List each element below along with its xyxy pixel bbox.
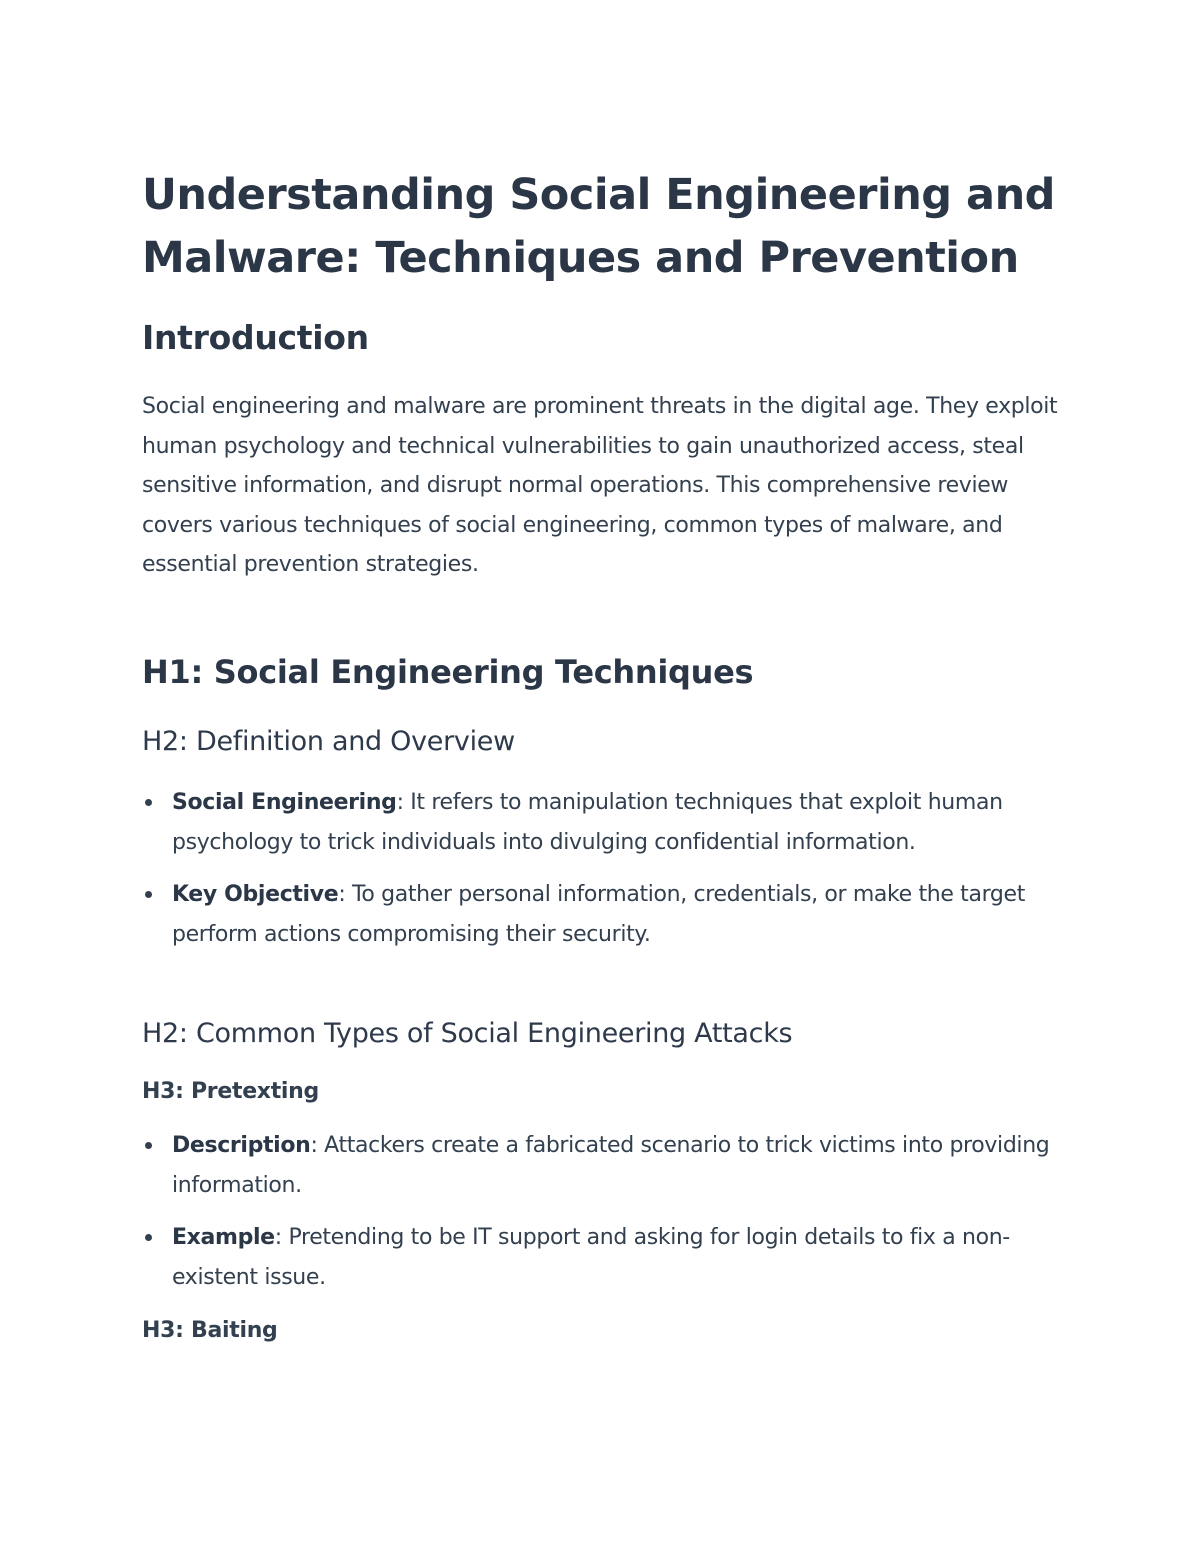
introduction-heading: Introduction	[142, 318, 369, 357]
document-title: Understanding Social Engineering and Malware: Techniques and Prevention	[142, 170, 1055, 283]
bullet-icon	[145, 799, 152, 806]
bullet-icon	[145, 1234, 152, 1241]
pretexting-bullet-list	[142, 1126, 1072, 1297]
list-item-term: Key Objective	[172, 882, 339, 908]
list-item-text: : It refers to manipulation techniques that exploit human psychology to trick individuals into divulging confidential information.	[172, 790, 1003, 855]
list-item	[142, 783, 1072, 862]
list-item-text: : Pretending to be IT support and asking for login details to fix a non-existent issue.	[172, 1225, 1010, 1290]
subsection-heading-definition: H2: Definition and Overview	[142, 726, 515, 757]
subsubsection-heading-pretexting: H3: Pretexting	[142, 1079, 319, 1104]
list-item-term: Description	[172, 1133, 311, 1158]
definition-bullet-list	[142, 783, 1072, 954]
list-item-term: Social Engineering	[172, 790, 397, 815]
list-item-term: Example	[172, 1225, 275, 1251]
introduction-paragraph: Social engineering and malware are prominent threats in the digital age. They exploit human psychology and technical vulnerabilities to gain unauthorized access, steal sensitive information, and disrupt normal operations. This comprehensive review covers various techniques of social engineering, common types of malware, and essential prevention strategies.	[142, 394, 1058, 578]
section-heading-social-engineering-techniques: H1: Social Engineering Techniques	[142, 653, 754, 691]
bullet-icon	[145, 1142, 152, 1149]
bullet-icon	[145, 891, 152, 898]
list-item-text: : To gather personal information, credentials, or make the target perform actions compromising their security.	[172, 882, 1025, 947]
list-item	[142, 1218, 1072, 1297]
subsection-heading-attack-types: H2: Common Types of Social Engineering Attacks	[142, 1018, 793, 1049]
list-item	[142, 875, 1072, 954]
list-item	[142, 1126, 1072, 1205]
subsubsection-heading-baiting: H3: Baiting	[142, 1318, 278, 1343]
list-item-text: : Attackers create a fabricated scenario to trick victims into providing information.	[172, 1133, 1050, 1198]
